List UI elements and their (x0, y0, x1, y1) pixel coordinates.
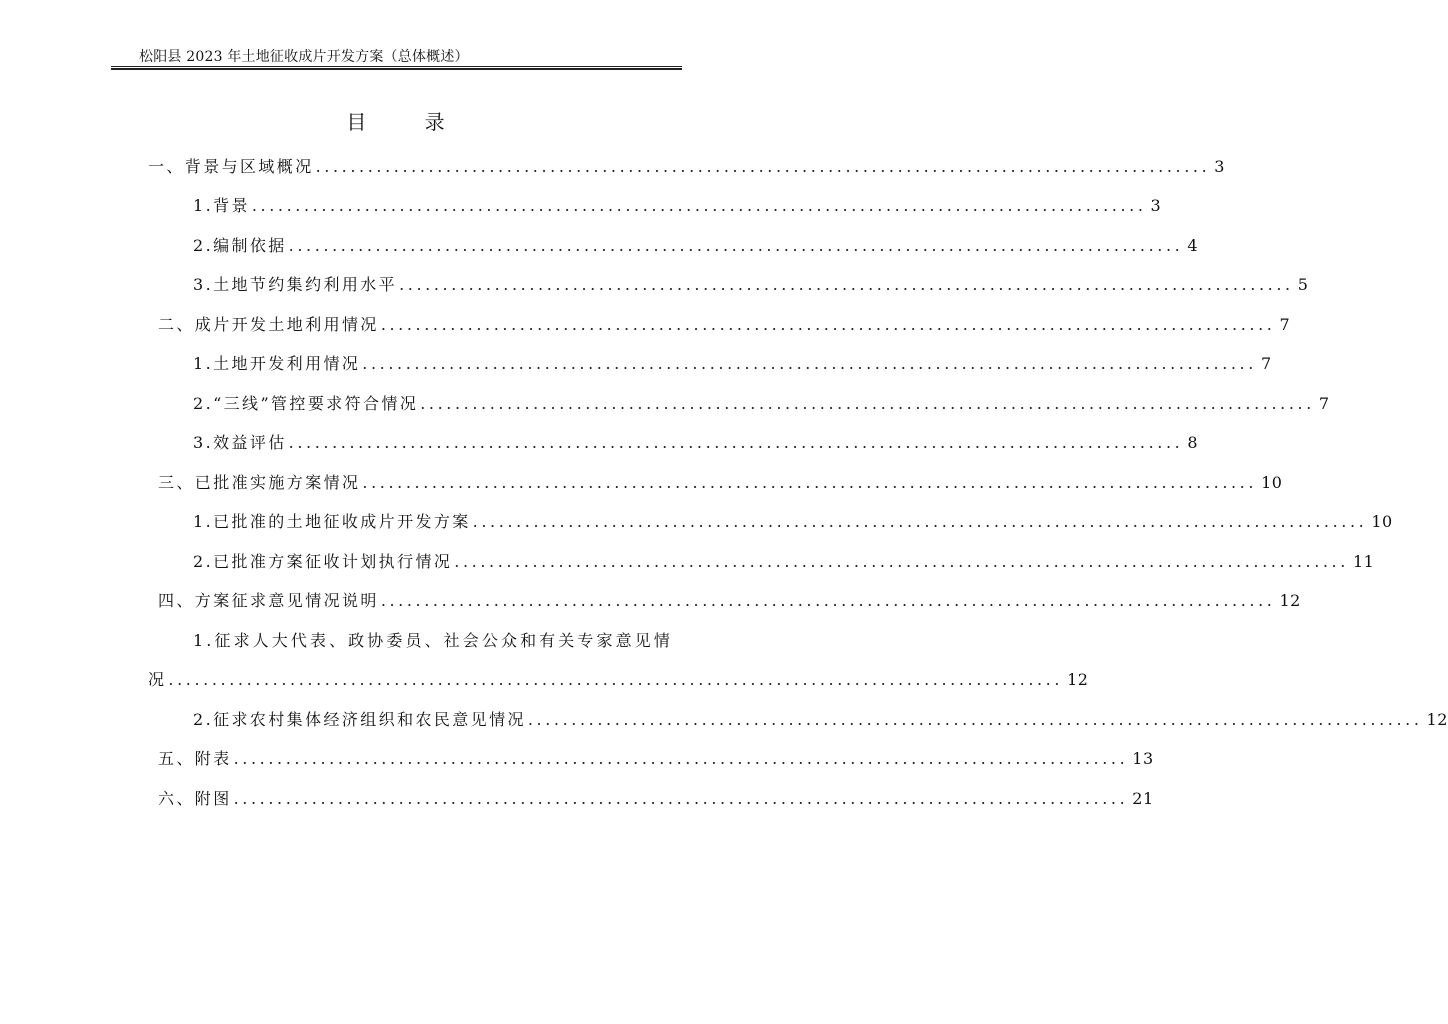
toc-entry-section-2[interactable] (158, 313, 1291, 337)
toc-entry-label: 1.背景 (193, 196, 250, 215)
toc-entry-page: 12 (1279, 591, 1301, 610)
toc-entry-page: 8 (1187, 433, 1199, 452)
toc-entry-1-2[interactable] (193, 234, 1199, 258)
header-rule-thin (111, 66, 682, 67)
toc-leader-dots: ....................................................................................................... (251, 196, 1147, 215)
toc-entry-1-1[interactable] (193, 194, 1162, 218)
toc-entry-4-1[interactable] (148, 668, 1089, 692)
toc-entry-label: 2.“三线”管控要求符合情况 (193, 394, 419, 413)
toc-leader-dots: ....................................................................................................... (362, 473, 1258, 492)
toc-entry-label: 三、已批准实施方案情况 (158, 473, 361, 492)
toc-leader-dots: ....................................................................................................... (380, 315, 1276, 334)
toc-leader-dots: ....................................................................................................... (362, 354, 1257, 373)
toc-entry-4-2[interactable] (193, 708, 1448, 732)
toc-entry-1-3[interactable] (193, 273, 1309, 297)
toc-entry-label: 3.效益评估 (193, 433, 287, 452)
toc-entry-page: 12 (1067, 670, 1089, 689)
toc-entry-2-2[interactable] (193, 392, 1330, 416)
header-rule-thick (111, 68, 682, 70)
toc-entry-label: 2.编制依据 (193, 236, 287, 255)
toc-entry-label: 六、附图 (158, 789, 232, 808)
toc-leader-dots: ....................................................................................................... (315, 157, 1211, 176)
toc-entry-label: 况 (148, 670, 167, 689)
toc-entry-2-1[interactable] (193, 352, 1272, 376)
toc-leader-dots: ....................................................................................................... (288, 433, 1184, 452)
toc-leader-dots: ....................................................................................................... (420, 394, 1315, 413)
toc-entry-label: 二、成片开发土地利用情况 (158, 315, 379, 334)
toc-entry-page: 7 (1318, 394, 1330, 413)
toc-entry-label: 3.土地节约集约利用水平 (193, 275, 398, 294)
toc-entry-label: 1.土地开发利用情况 (193, 354, 361, 373)
toc-entry-section-6[interactable] (158, 787, 1154, 811)
toc-leader-dots: ....................................................................................................... (399, 275, 1294, 294)
toc-entry-page: 3 (1214, 157, 1225, 176)
running-header: 松阳县 2023 年土地征收成片开发方案（总体概述） (139, 49, 469, 65)
toc-leader-dots: ....................................................................................................... (454, 552, 1349, 571)
toc-entry-page: 4 (1187, 236, 1199, 255)
toc-leader-dots: ....................................................................................................... (472, 512, 1368, 531)
toc-entry-page: 11 (1352, 552, 1375, 571)
toc-entry-3-2[interactable] (193, 550, 1375, 574)
toc-entry-4-1-line1[interactable]: 1.征求人大代表、政协委员、社会公众和有关专家意见情 (193, 631, 673, 650)
toc-entry-page: 10 (1261, 473, 1283, 492)
toc-entry-2-3[interactable] (193, 431, 1199, 455)
toc-entry-page: 21 (1132, 789, 1154, 808)
toc-entry-section-3[interactable] (158, 471, 1283, 495)
toc-entry-page: 7 (1260, 354, 1272, 373)
toc-entry-label: 1.已批准的土地征收成片开发方案 (193, 512, 471, 531)
toc-entry-3-1[interactable] (193, 510, 1393, 534)
toc-entry-label: 一、背景与区域概况 (148, 157, 314, 176)
toc-entry-page: 7 (1279, 315, 1291, 334)
toc-leader-dots: ....................................................................................................... (233, 789, 1129, 808)
toc-entry-section-1[interactable] (148, 155, 1225, 179)
toc-entry-section-4[interactable] (158, 589, 1301, 613)
toc-leader-dots: ....................................................................................................... (288, 236, 1184, 255)
toc-title: 目 录 (346, 110, 471, 134)
toc-leader-dots: ....................................................................................................... (168, 670, 1064, 689)
toc-entry-page: 10 (1371, 512, 1393, 531)
toc-entry-page: 3 (1150, 196, 1162, 215)
toc-entry-section-5[interactable] (158, 747, 1154, 771)
toc-leader-dots: ....................................................................................................... (380, 591, 1276, 610)
toc-entry-page: 13 (1132, 749, 1154, 768)
toc-entry-label: 2.征求农村集体经济组织和农民意见情况 (193, 710, 526, 729)
toc-entry-page: 5 (1297, 275, 1309, 294)
toc-entry-label: 2.已批准方案征收计划执行情况 (193, 552, 453, 571)
toc-entry-label: 五、附表 (158, 749, 232, 768)
toc-leader-dots: ....................................................................................................... (527, 710, 1423, 729)
toc-entry-page: 12 (1426, 710, 1448, 729)
toc-leader-dots: ....................................................................................................... (233, 749, 1129, 768)
toc-entry-label: 四、方案征求意见情况说明 (158, 591, 379, 610)
